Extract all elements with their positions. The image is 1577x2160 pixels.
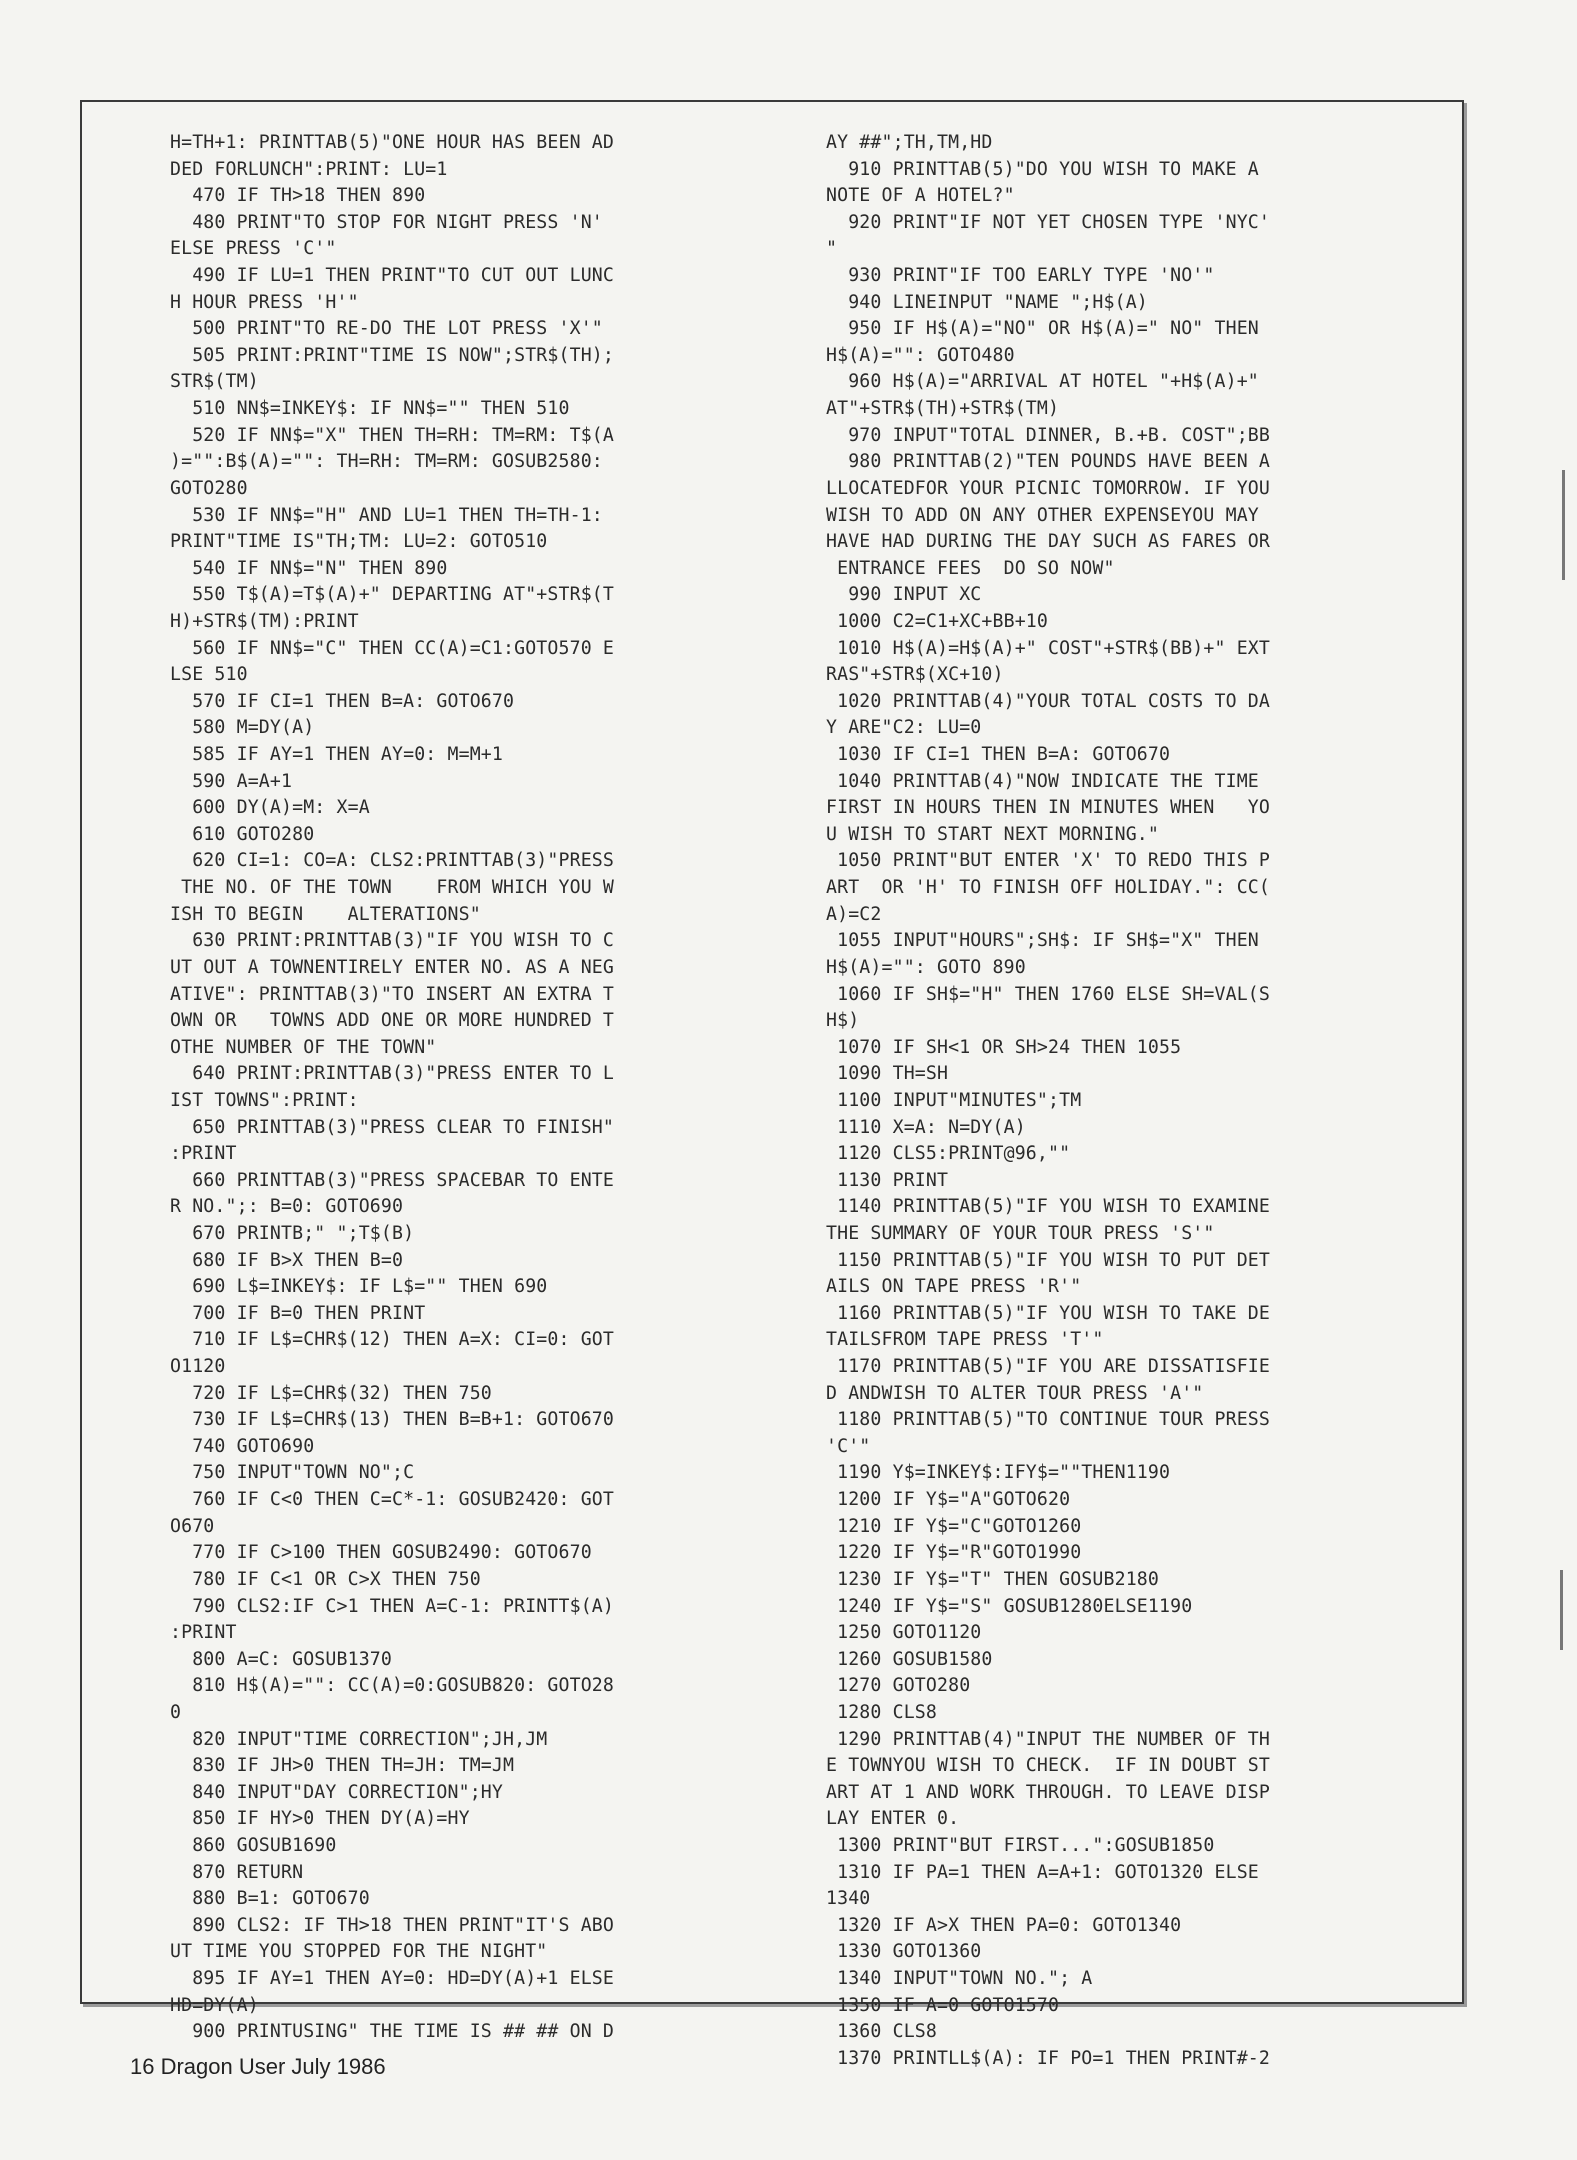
code-line: 640 PRINT:PRINTTAB(3)"PRESS ENTER TO L [170, 1063, 614, 1085]
code-line: 630 PRINT:PRINTTAB(3)"IF YOU WISH TO C [170, 930, 614, 952]
code-line: 950 IF H$(A)="NO" OR H$(A)=" NO" THEN [826, 318, 1259, 340]
code-line: 840 INPUT"DAY CORRECTION";HY [170, 1781, 503, 1803]
code-line: 680 IF B>X THEN B=0 [170, 1249, 404, 1271]
code-line: 1290 PRINTTAB(4)"INPUT THE NUMBER OF TH [826, 1728, 1270, 1750]
code-line: Y ARE"C2: LU=0 [826, 717, 982, 739]
code-line: GOTO280 [170, 477, 248, 499]
code-line: IST TOWNS":PRINT: [170, 1089, 359, 1111]
code-line: 960 H$(A)="ARRIVAL AT HOTEL "+H$(A)+" [826, 371, 1259, 393]
code-line: RAS"+STR$(XC+10) [826, 664, 1004, 686]
code-line: 710 IF L$=CHR$(12) THEN A=X: CI=0: GOT [170, 1329, 614, 1351]
code-line: 650 PRINTTAB(3)"PRESS CLEAR TO FINISH" [170, 1116, 614, 1138]
code-line: 660 PRINTTAB(3)"PRESS SPACEBAR TO ENTE [170, 1169, 614, 1191]
code-line: 1350 IF A=0 GOTO1570 [826, 1994, 1060, 2016]
code-line: 590 A=A+1 [170, 770, 293, 792]
code-line: 1250 GOTO1120 [826, 1622, 982, 1644]
code-line: 1060 IF SH$="H" THEN 1760 ELSE SH=VAL(S [826, 983, 1270, 1005]
code-line: 1110 X=A: N=DY(A) [826, 1116, 1026, 1138]
code-line: TAILSFROM TAPE PRESS 'T'" [826, 1329, 1104, 1351]
code-line: 970 INPUT"TOTAL DINNER, B.+B. COST";BB [826, 424, 1270, 446]
code-line: 540 IF NN$="N" THEN 890 [170, 557, 448, 579]
code-line: D ANDWISH TO ALTER TOUR PRESS 'A'" [826, 1382, 1204, 1404]
code-line: 1370 PRINTLL$(A): IF PO=1 THEN PRINT#-2 [826, 2047, 1270, 2069]
code-line: 1000 C2=C1+XC+BB+10 [826, 610, 1048, 632]
code-line: 920 PRINT"IF NOT YET CHOSEN TYPE 'NYC' [826, 211, 1270, 233]
code-line: 1320 IF A>X THEN PA=0: GOTO1340 [826, 1914, 1182, 1936]
code-line: ENTRANCE FEES DO SO NOW" [826, 557, 1115, 579]
code-line: 1310 IF PA=1 THEN A=A+1: GOTO1320 ELSE [826, 1861, 1259, 1883]
code-line: DED FORLUNCH":PRINT: LU=1 [170, 158, 448, 180]
right-listing-column [826, 130, 1426, 2072]
code-line: STR$(TM) [170, 371, 259, 393]
code-line: 580 M=DY(A) [170, 717, 315, 739]
code-line: 740 GOTO690 [170, 1435, 315, 1457]
code-line: 990 INPUT XC [826, 584, 982, 606]
code-line: 1170 PRINTTAB(5)"IF YOU ARE DISSATISFIE [826, 1356, 1270, 1378]
code-line: 900 PRINTUSING" THE TIME IS ## ## ON D [170, 2021, 614, 2043]
code-line: 1130 PRINT [826, 1169, 949, 1191]
code-line: 750 INPUT"TOWN NO";C [170, 1462, 415, 1484]
code-line: 1300 PRINT"BUT FIRST...":GOSUB1850 [826, 1835, 1215, 1856]
code-line: 860 GOSUB1690 [170, 1835, 337, 1856]
left-listing-column [170, 130, 780, 2046]
code-line: 1120 CLS5:PRINT@96,"" [826, 1143, 1071, 1165]
code-line: 690 L$=INKEY$: IF L$="" THEN 690 [170, 1276, 548, 1298]
code-line: 670 PRINTB;" ";T$(B) [170, 1222, 415, 1244]
code-line: 480 PRINT"TO STOP FOR NIGHT PRESS 'N' [170, 211, 603, 233]
code-line: 910 PRINTTAB(5)"DO YOU WISH TO MAKE A [826, 158, 1259, 180]
code-line: 790 CLS2:IF C>1 THEN A=C-1: PRINTT$(A) [170, 1595, 614, 1617]
code-line: HD=DY(A) [170, 1994, 259, 2016]
code-line: 1070 IF SH<1 OR SH>24 THEN 1055 [826, 1036, 1182, 1058]
code-line: 720 IF L$=CHR$(32) THEN 750 [170, 1382, 492, 1404]
code-line: 500 PRINT"TO RE-DO THE LOT PRESS 'X'" [170, 318, 603, 340]
code-line: 1340 [826, 1888, 871, 1910]
code-line: " [826, 238, 838, 260]
code-line: 470 IF TH>18 THEN 890 [170, 185, 426, 207]
code-line: 510 NN$=INKEY$: IF NN$="" THEN 510 [170, 398, 570, 420]
code-line: 1240 IF Y$="S" GOSUB1280ELSE1190 [826, 1595, 1193, 1617]
code-line: E TOWNYOU WISH TO CHECK. IF IN DOUBT ST [826, 1755, 1270, 1777]
code-line: 1030 IF CI=1 THEN B=A: GOTO670 [826, 744, 1171, 766]
code-line: 'C'" [826, 1435, 871, 1457]
code-line: O670 [170, 1515, 215, 1537]
code-line: 1330 GOTO1360 [826, 1941, 982, 1963]
code-line: ELSE PRESS 'C'" [170, 238, 337, 260]
code-line: 600 DY(A)=M: X=A [170, 797, 370, 819]
code-line: 1100 INPUT"MINUTES";TM [826, 1089, 1082, 1111]
code-line: WISH TO ADD ON ANY OTHER EXPENSEYOU MAY [826, 504, 1259, 526]
code-line: 800 A=C: GOSUB1370 [170, 1648, 392, 1670]
code-line: R NO.";: B=0: GOTO690 [170, 1196, 404, 1218]
code-line: HAVE HAD DURING THE DAY SUCH AS FARES OR [826, 531, 1270, 553]
code-line: 980 PRINTTAB(2)"TEN POUNDS HAVE BEEN A [826, 451, 1270, 473]
code-line: 0 [170, 1701, 182, 1723]
code-line: 1090 TH=SH [826, 1063, 949, 1085]
code-line: 585 IF AY=1 THEN AY=0: M=M+1 [170, 744, 503, 766]
code-line: 870 RETURN [170, 1861, 304, 1883]
code-line: 550 T$(A)=T$(A)+" DEPARTING AT"+STR$(T [170, 584, 614, 606]
code-line: ISH TO BEGIN ALTERATIONS" [170, 903, 481, 925]
code-line: NOTE OF A HOTEL?" [826, 185, 1015, 207]
code-line: 1180 PRINTTAB(5)"TO CONTINUE TOUR PRESS [826, 1409, 1270, 1431]
code-line: 490 IF LU=1 THEN PRINT"TO CUT OUT LUNC [170, 265, 614, 287]
code-line: LSE 510 [170, 664, 248, 686]
code-line: 1340 INPUT"TOWN NO."; A [826, 1968, 1093, 1990]
code-line: 880 B=1: GOTO670 [170, 1888, 370, 1910]
code-line: 1150 PRINTTAB(5)"IF YOU WISH TO PUT DET [826, 1249, 1270, 1271]
code-line: UT OUT A TOWNENTIRELY ENTER NO. AS A NEG [170, 956, 614, 978]
code-line: UT TIME YOU STOPPED FOR THE NIGHT" [170, 1941, 548, 1963]
code-line: 560 IF NN$="C" THEN CC(A)=C1:GOTO570 E [170, 637, 614, 659]
code-line: 505 PRINT:PRINT"TIME IS NOW";STR$(TH); [170, 344, 614, 366]
code-line: THE SUMMARY OF YOUR TOUR PRESS 'S'" [826, 1222, 1215, 1244]
code-line: H$(A)="": GOTO480 [826, 344, 1015, 366]
code-line: 770 IF C>100 THEN GOSUB2490: GOTO670 [170, 1542, 592, 1564]
code-line: )="":B$(A)="": TH=RH: TM=RM: GOSUB2580: [170, 451, 603, 473]
code-line: OTHE NUMBER OF THE TOWN" [170, 1036, 437, 1058]
code-line: AT"+STR$(TH)+STR$(TM) [826, 398, 1060, 420]
code-line: 940 LINEINPUT "NAME ";H$(A) [826, 291, 1148, 313]
code-line: LLOCATEDFOR YOUR PICNIC TOMORROW. IF YOU [826, 477, 1270, 499]
code-line: :PRINT [170, 1622, 237, 1644]
code-line: ART AT 1 AND WORK THROUGH. TO LEAVE DISP [826, 1781, 1270, 1803]
code-line: :PRINT [170, 1143, 237, 1165]
code-line: 1270 GOTO280 [826, 1675, 971, 1697]
code-line: 820 INPUT"TIME CORRECTION";JH,JM [170, 1728, 548, 1750]
code-line: 1230 IF Y$="T" THEN GOSUB2180 [826, 1568, 1159, 1590]
code-line: 1020 PRINTTAB(4)"YOUR TOTAL COSTS TO DA [826, 690, 1270, 712]
code-line: AY ##";TH,TM,HD [826, 132, 993, 153]
code-line: 930 PRINT"IF TOO EARLY TYPE 'NO'" [826, 265, 1215, 287]
code-line: H$(A)="": GOTO 890 [826, 956, 1026, 978]
margin-mark-right-lower [1560, 1570, 1563, 1650]
code-line: H$) [826, 1010, 860, 1032]
code-line: ATIVE": PRINTTAB(3)"TO INSERT AN EXTRA T [170, 983, 614, 1005]
code-line: 620 CI=1: CO=A: CLS2:PRINTTAB(3)"PRESS [170, 850, 614, 872]
code-line: 1040 PRINTTAB(4)"NOW INDICATE THE TIME [826, 770, 1259, 792]
code-line: 830 IF JH>0 THEN TH=JH: TM=JM [170, 1755, 515, 1777]
code-line: 1140 PRINTTAB(5)"IF YOU WISH TO EXAMINE [826, 1196, 1270, 1218]
code-line: 760 IF C<0 THEN C=C*-1: GOSUB2420: GOT [170, 1489, 614, 1511]
code-line: THE NO. OF THE TOWN FROM WHICH YOU W [170, 877, 614, 899]
page-footer: 16 Dragon User July 1986 [130, 2054, 386, 2079]
code-line: 1210 IF Y$="C"GOTO1260 [826, 1515, 1082, 1537]
code-line: 1280 CLS8 [826, 1701, 937, 1723]
code-line: 530 IF NN$="H" AND LU=1 THEN TH=TH-1: [170, 504, 603, 526]
margin-mark-right [1562, 470, 1565, 580]
code-line: H=TH+1: PRINTTAB(5)"ONE HOUR HAS BEEN AD [170, 132, 614, 153]
code-line: 570 IF CI=1 THEN B=A: GOTO670 [170, 690, 515, 712]
code-line: 700 IF B=0 THEN PRINT [170, 1302, 426, 1324]
code-line: PRINT"TIME IS"TH;TM: LU=2: GOTO510 [170, 531, 548, 553]
code-line: 1010 H$(A)=H$(A)+" COST"+STR$(BB)+" EXT [826, 637, 1270, 659]
code-line: 890 CLS2: IF TH>18 THEN PRINT"IT'S ABO [170, 1914, 614, 1936]
code-line: 1200 IF Y$="A"GOTO620 [826, 1489, 1071, 1511]
code-line: 810 H$(A)="": CC(A)=0:GOSUB820: GOTO28 [170, 1675, 614, 1697]
code-line: OWN OR TOWNS ADD ONE OR MORE HUNDRED T [170, 1010, 614, 1032]
code-line: AILS ON TAPE PRESS 'R'" [826, 1276, 1082, 1298]
code-line: A)=C2 [826, 903, 882, 925]
code-line: 1190 Y$=INKEY$:IFY$=""THEN1190 [826, 1462, 1171, 1484]
code-line: 1220 IF Y$="R"GOTO1990 [826, 1542, 1082, 1564]
code-line: 1160 PRINTTAB(5)"IF YOU WISH TO TAKE DE [826, 1302, 1270, 1324]
code-line: FIRST IN HOURS THEN IN MINUTES WHEN YO [826, 797, 1270, 819]
code-line: O1120 [170, 1356, 226, 1378]
code-line: 1360 CLS8 [826, 2021, 937, 2043]
code-line: 895 IF AY=1 THEN AY=0: HD=DY(A)+1 ELSE [170, 1968, 614, 1990]
code-line: 1050 PRINT"BUT ENTER 'X' TO REDO THIS P [826, 850, 1270, 872]
code-line: 1260 GOSUB1580 [826, 1648, 993, 1670]
code-line: H HOUR PRESS 'H'" [170, 291, 359, 313]
code-line: H)+STR$(TM):PRINT [170, 610, 359, 632]
code-line: U WISH TO START NEXT MORNING." [826, 823, 1159, 845]
code-line: ART OR 'H' TO FINISH OFF HOLIDAY.": CC( [826, 877, 1270, 899]
code-line: 850 IF HY>0 THEN DY(A)=HY [170, 1808, 470, 1830]
code-line: LAY ENTER 0. [826, 1808, 960, 1830]
code-line: 610 GOTO280 [170, 823, 315, 845]
code-line: 730 IF L$=CHR$(13) THEN B=B+1: GOTO670 [170, 1409, 614, 1431]
code-line: 520 IF NN$="X" THEN TH=RH: TM=RM: T$(A [170, 424, 614, 446]
code-line: 1055 INPUT"HOURS";SH$: IF SH$="X" THEN [826, 930, 1259, 952]
code-line: 780 IF C<1 OR C>X THEN 750 [170, 1568, 481, 1590]
